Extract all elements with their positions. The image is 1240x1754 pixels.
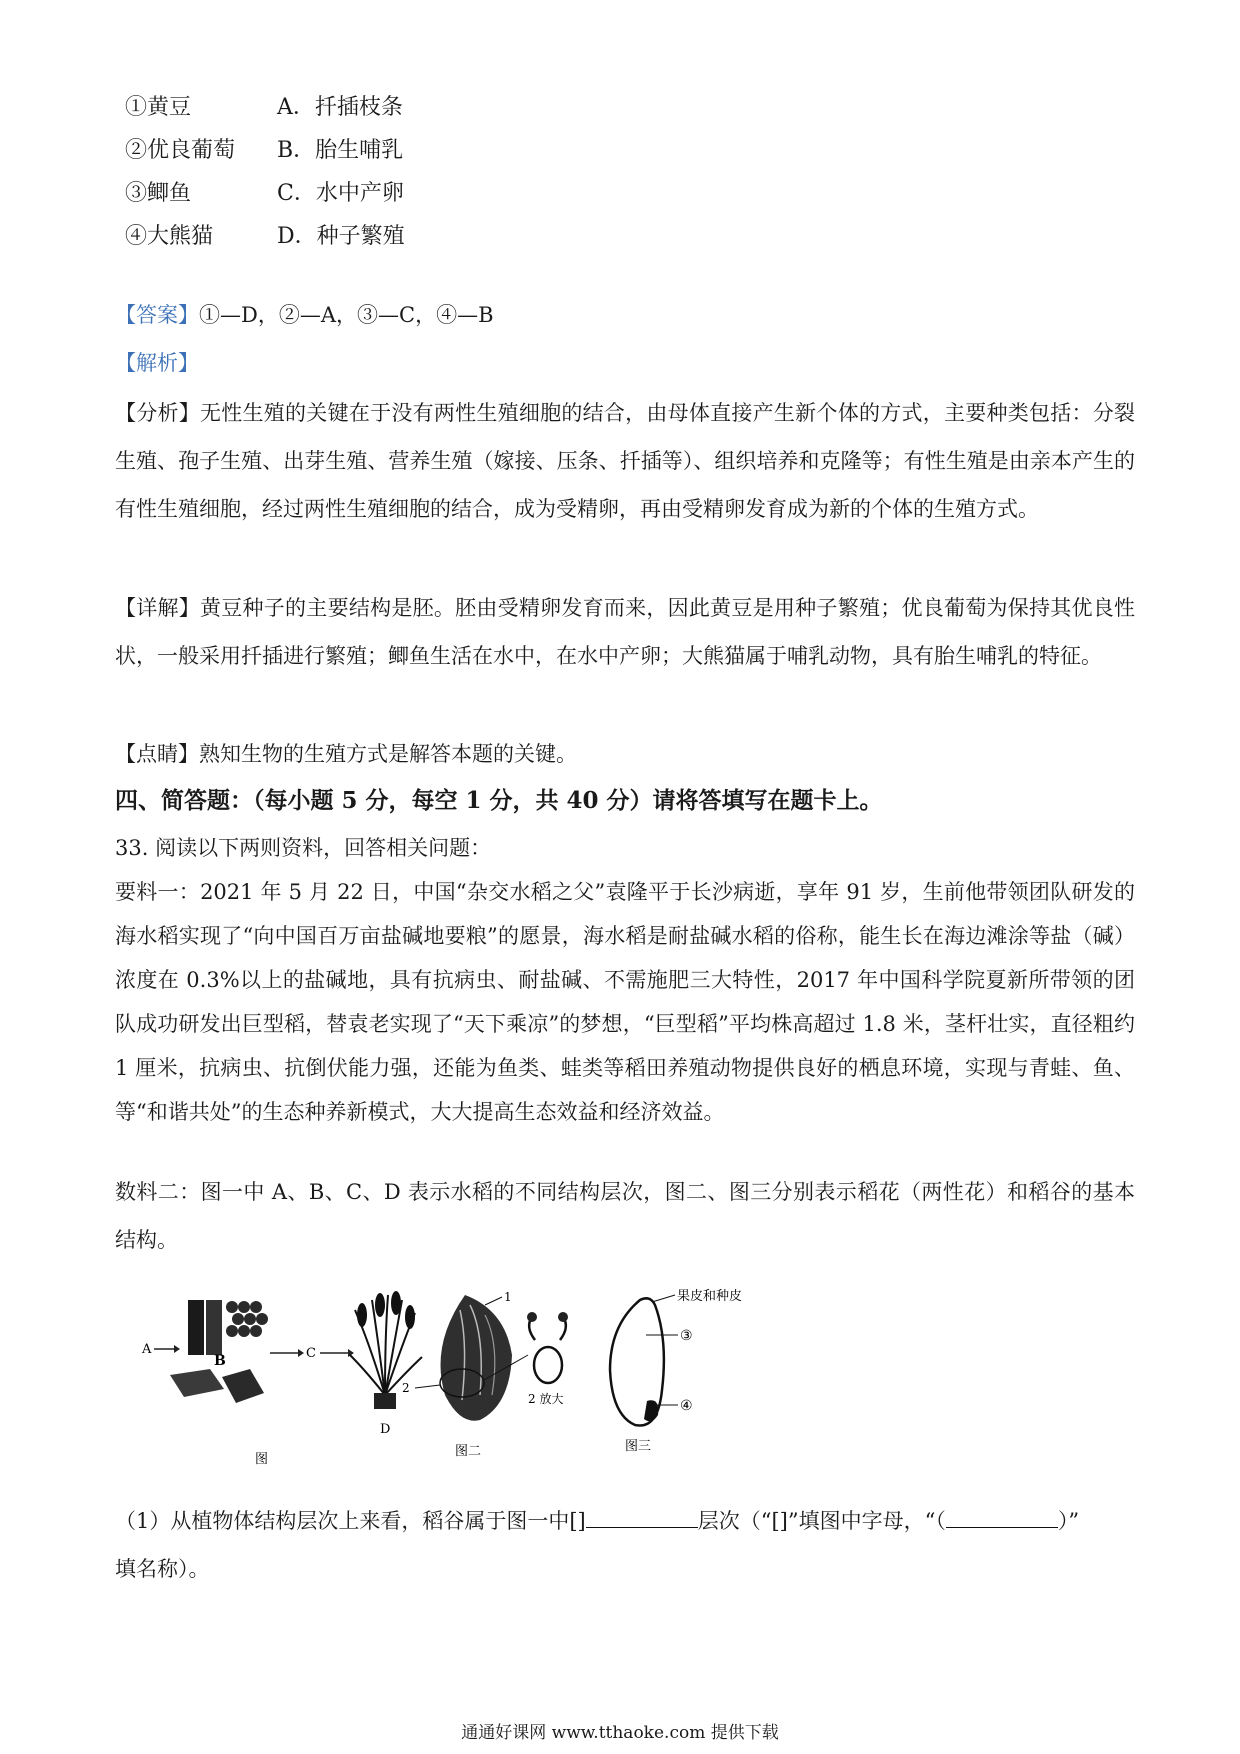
section-heading: 四、简答题：（每小题 5 分，每空 1 分，共 40 分）请将答填写在题卡上。: [115, 787, 883, 814]
match-organism: ②优良葡萄: [125, 138, 236, 163]
match-method: C．水中产卵: [277, 181, 404, 206]
dianjing-text: 熟知生物的生殖方式是解答本题的关键。: [199, 742, 577, 766]
fenxi-text: 无性生殖的关键在于没有两性生殖细胞的结合，由母体直接产生新个体的方式，主要种类包括：分裂生殖、孢子生殖、出芽生殖、营养生殖（嫁接、压条、扦插等）、组织培养和克隆等；有性生殖是由亲本产生的有性生殖细胞，经过两性生殖细胞的结合，成为受精卵，再由受精卵发育成为新的个体的生殖方式。: [115, 401, 1136, 521]
match-method: D．种子繁殖: [277, 224, 405, 249]
analysis-tag-line: [115, 339, 1135, 387]
q33-stem: 33. 阅读以下两则资料，回答相关问题：: [115, 836, 492, 860]
fig3-label-3: ③: [680, 1328, 693, 1344]
q33-sub1-part2: 层次（“[]”填图中字母，“（: [697, 1509, 946, 1533]
dianjing-paragraph: [115, 730, 1135, 778]
fig3-label-pericarp: 果皮和种皮: [677, 1289, 743, 1304]
match-method: B．胎生哺乳: [277, 138, 404, 163]
figure-two: [402, 1290, 568, 1459]
fig3-label-4: ④: [680, 1398, 693, 1414]
fig2-pistil-enlarged: [529, 1317, 566, 1383]
q33-sub1-part1: （1）从植物体结构层次上来看，稻谷属于图一中[]: [115, 1509, 586, 1533]
fig1-label-d: D: [380, 1422, 391, 1437]
fig1-label-c: C: [306, 1346, 316, 1361]
fenxi-paragraph: [115, 389, 1135, 533]
match-organism: ①黄豆: [125, 95, 192, 120]
fig3-caption: 图三: [625, 1439, 652, 1454]
match-organism: ④大熊猫: [125, 224, 214, 249]
answer-blank-name[interactable]: [946, 1506, 1058, 1528]
fig2-label-2: 2: [402, 1381, 410, 1395]
fig2-caption: 图二: [455, 1444, 482, 1459]
fig1-label-a: A: [142, 1342, 152, 1357]
figure-three: [610, 1288, 742, 1454]
xiangjie-tag: 【详解】: [115, 596, 201, 620]
q33-sub1: [115, 1497, 1135, 1593]
xiangjie-paragraph: [115, 584, 1135, 680]
answer-tag: 【答案】: [115, 303, 199, 327]
q33-material2: 数料二：图一中 A、B、C、D 表示水稻的不同结构层次，图二、图三分别表示稻花（两性花）和稻谷的基本结构。: [115, 1180, 1135, 1252]
fig1-cell-block: [188, 1300, 204, 1355]
q33-sub1-part3: ）”: [1057, 1509, 1080, 1533]
answer-blank-letter[interactable]: [586, 1506, 698, 1528]
answer-text: ①—D，②—A，③—C，④—B: [199, 303, 494, 327]
fig1-caption: 图: [255, 1452, 269, 1467]
xiangjie-text: 黄豆种子的主要结构是胚。胚由受精卵发育而来，因此黄豆是用种子繁殖；优良葡萄为保持其优良性状，一般采用扦插进行繁殖；鲫鱼生活在水中，在水中产卵；大熊猫属于哺乳动物，具有胎生哺乳的特征。: [115, 596, 1136, 668]
q33-sub1-part4: 填名称）。: [115, 1557, 210, 1581]
figures-diagram: [140, 1285, 860, 1475]
analysis-tag: 【解析】: [115, 351, 199, 375]
dianjing-tag: 【点睛】: [115, 742, 199, 766]
fenxi-tag: 【分析】: [115, 401, 201, 425]
page-footer: 通通好课网 www.tthaoke.com 提供下载: [461, 1723, 779, 1743]
match-organism: ③鲫鱼: [125, 181, 192, 206]
answer-line: [115, 291, 1135, 339]
match-method: A．扦插枝条: [277, 95, 403, 120]
fig2-label-enlarged: 2 放大: [528, 1392, 564, 1406]
q33-material1: 要料一：2021 年 5 月 22 日，中国“杂交水稻之父”袁隆平于长沙病逝，享年 91 岁，生前他带领团队研发的海水稻实现了“向中国百万亩盐碱地要粮”的愿景，海水稻是耐盐碱水稻的俗称，能生长在海边滩涂等盐（碱）浓度在 0.3%以上的盐碱地，具有抗病虫、耐盐碱、不需施肥三大特性，2017 年中国科学院夏新所带领的团队成功研发出巨型稻，替袁老实现了“天下乘凉”的梦想，“巨型稻”平均株高超过 1.8 米，茎杆壮实，直径粗约 1 厘米，抗病虫、抗倒伏能力强，还能为鱼类、蛙类等稻田养殖动物提供良好的栖息环境，实现与青蛙、鱼、等“和谐共处”的生态种养新模式，大大提高生态效益和经济效益。: [115, 880, 1135, 1124]
fig2-label-1: 1: [504, 1290, 512, 1304]
fig1-label-b: B: [214, 1353, 226, 1369]
figure-one: [141, 1291, 422, 1467]
